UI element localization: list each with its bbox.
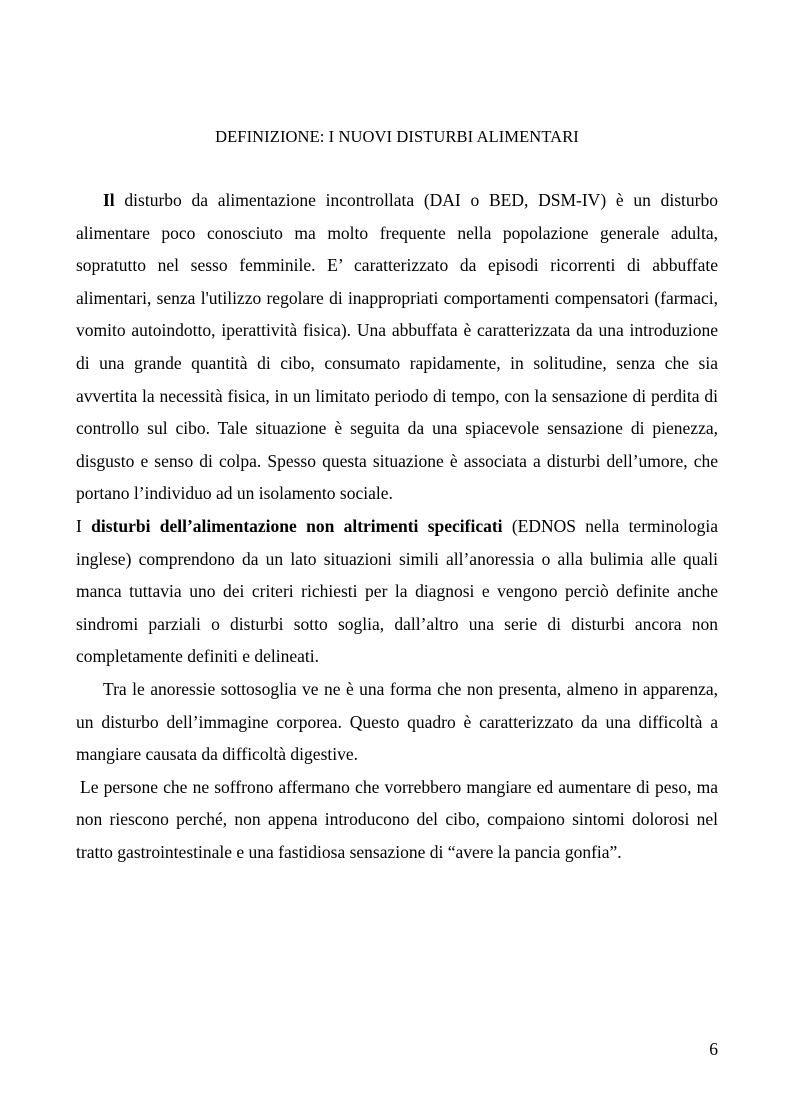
paragraph-prefix: I: [76, 515, 92, 536]
ednos-term: disturbi dell’alimentazione non altrimenti specificati: [91, 515, 503, 536]
document-body: [76, 184, 718, 868]
paragraph-lead-bold: Il: [103, 190, 115, 210]
paragraph-persone: Le persone che ne soffrono affermano che vorrebbero mangiare ed aumentare di peso, ma non riescono perché, non appena introducono del cibo, compaiono sintomi dolorosi nel tratto gastrointestinale e una fastidiosa sensazione di “avere la pancia gonfia”.: [76, 776, 718, 862]
paragraph-ednos: [76, 510, 718, 673]
paragraph-bed: [76, 184, 718, 510]
paragraph-text: (EDNOS nella terminologia inglese) comprendono da un lato situazioni simili all’anoressia o alla bulimia alle quali manca tuttavia uno dei criteri richiesti per la diagnosi e vengono perciò definite anche sindromi parziali o disturbi sotto soglia, dall’altro una serie di disturbi ancora non completamente definiti e delineati.: [76, 515, 718, 667]
paragraph-text: disturbo da alimentazione incontrollata (DAI o BED, DSM-IV) è un disturbo alimentare poco conosciuto ma molto frequente nella popolazione generale adulta, sopratutto nel sesso femminile. E’ caratterizzato da episodi ricorrenti di abbuffate alimentari, senza l'utilizzo regolare di inappropriati comportamenti compensatori (farmaci, vomito autoindotto, iperattività fisica). Una abbuffata è caratterizzata da una introduzione di una grande quantità di cibo, consumato rapidamente, in solitudine, senza che sia avvertita la necessità fisica, in un limitato periodo di tempo, con la sensazione di perdita di controllo sul cibo. Tale situazione è seguita da una spiacevole sensazione di pienezza, disgusto e senso di colpa. Spesso questa situazione è associata a disturbi dell’umore, che portano l’individuo ad un isolamento sociale.: [76, 190, 718, 504]
page-number: 6: [709, 1039, 718, 1059]
paragraph-anoressie: Tra le anoressie sottosoglia ve ne è una forma che non presenta, almeno in apparenza, un disturbo dell’immagine corporea. Questo quadro è caratterizzato da una difficoltà a mangiare causata da difficoltà digestive.: [76, 678, 718, 765]
page-title: DEFINIZIONE: I NUOVI DISTURBI ALIMENTARI: [215, 127, 579, 146]
